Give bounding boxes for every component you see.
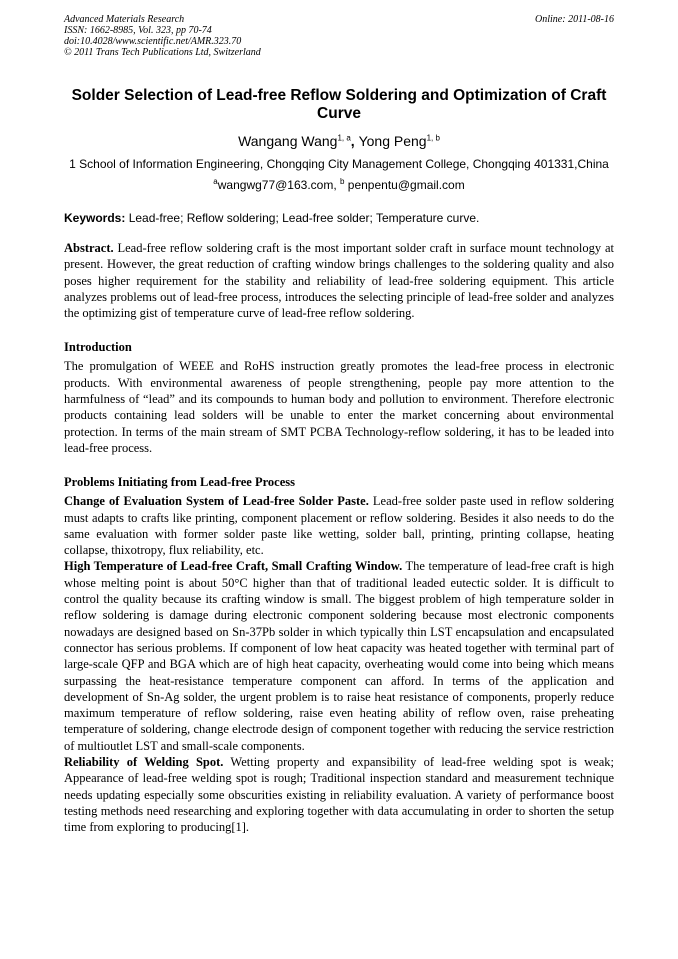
doi-line[interactable]: doi:10.4028/www.scientific.net/AMR.323.70	[64, 36, 242, 47]
paragraph-3-label: Reliability of Welding Spot.	[64, 755, 224, 770]
abstract-text: Lead-free reflow soldering craft is the most important solder craft in surface mount technology at present. However, the great reduction of crafting window brings challenges to the soldering quality and also poses higher requirement for the stability and reliability of lead-free soldering equipment. This article analyzes problems out of lead-free process, introduces the selecting principle of lead-free solder and analyzes the optimizing gist of temperature curve of lead-free reflow soldering.	[64, 241, 614, 321]
journal-header	[64, 14, 614, 58]
paragraph-1-label: Change of Evaluation System of Lead-free Solder Paste.	[64, 494, 369, 509]
introduction-heading: Introduction	[64, 340, 132, 355]
email-a[interactable]: wangwg77@163.com,	[217, 178, 340, 192]
email-b[interactable]: penpentu@gmail.com	[344, 178, 465, 192]
problems-heading: Problems Initiating from Lead-free Process	[64, 475, 295, 490]
affiliation: 1 School of Information Engineering, Chongqing City Management College, Chongqing 401331,China	[69, 157, 609, 171]
problems-paragraph-2	[64, 558, 614, 754]
paragraph-2-text: The temperature of lead-free craft is high whose melting point is about 50°C higher than that of traditional leaded eutectic solder. It is difficult to control the quality because its crafting window is small. The biggest problem of high temperature solder in reflow soldering is damage during electronic component soldering because most electronic components nowadays are designed based on Sn-37Pb solder in which typically thin LST encapsulation and encapsulated connector has serious problems. If component of low heat capacity was heated together with terminal part of large-scale QFP and BGA which are of high heat capacity, overheating would come into being which means surpassing the heat-resistance temperature component can afford. In terms of the application and development of Sn-Ag solder, the urgent problem is to raise heat resistance of components, properly reduce maximum temperature of reflow soldering, raise even heating ability of reflow oven, raise preheating temperature of soldering, change electrode design of component together with reducing the service restriction of multioutlet LST and small-scale components.	[64, 559, 614, 753]
problems-paragraph-3	[64, 754, 614, 835]
keywords-text: Lead-free; Reflow soldering; Lead-free solder; Temperature curve.	[125, 211, 480, 225]
introduction-text: The promulgation of WEEE and RoHS instruction greatly promotes the lead-free process in electronic products. With environmental awareness of people strengthening, people pay more attention to the harmfulness of “lead” and its compounds to human body and pollution to environment. Therefore electronic products containing lead solders will be unable to enter the market concerning about environmental protection. In terms of the main stream of SMT PCBA Technology-reflow soldering, it has to be leaded into lead-free process.	[64, 359, 614, 455]
paragraph-3-text: Wetting property and expansibility of lead-free welding spot is weak; Appearance of lead-free welding spot is rough; Traditional inspection standard and measurement technique needs updating especially some obscurities existing in reliability evaluation. A variety of performance boost testing methods need researching and exploring together with data accumulating in order to shorten the setup time from exploring to producing[1].	[64, 755, 614, 835]
author-2: Yong Peng	[358, 133, 427, 149]
introduction-body	[64, 358, 614, 456]
problems-paragraph-1	[64, 493, 614, 558]
email-line	[64, 178, 614, 193]
issn-line: ISSN: 1662-8985, Vol. 323, pp 70-74	[64, 25, 212, 36]
abstract	[64, 240, 614, 321]
abstract-label: Abstract.	[64, 241, 114, 255]
email-b-marker: b	[340, 177, 345, 186]
copyright-line: © 2011 Trans Tech Publications Ltd, Switzerland	[64, 47, 261, 58]
paragraph-2-label: High Temperature of Lead-free Craft, Small Crafting Window.	[64, 559, 403, 574]
author-1: Wangang Wang	[238, 133, 338, 149]
paper-title: Solder Selection of Lead-free Reflow Soldering and Optimization of Craft Curve	[71, 87, 607, 122]
email-a-marker: a	[213, 177, 218, 186]
author-line	[64, 133, 614, 149]
online-date: Online: 2011-08-16	[535, 14, 614, 25]
paragraph-1-text: Lead-free solder paste used in reflow soldering must adapts to crafts like printing, component placement or reflow soldering. Besides it also needs to do the same evaluation with former solder paste like wetting, solder ball, printing, printing collapse, heating collapse, thixotropy, flux reliability, etc.	[64, 494, 614, 558]
paper-page	[64, 14, 614, 836]
author-separator: ,	[350, 133, 359, 149]
author-2-affil: 1, b	[426, 133, 440, 143]
problems-body	[64, 493, 614, 835]
author-1-affil: 1, a	[337, 133, 351, 143]
journal-name: Advanced Materials Research	[64, 14, 185, 25]
keywords-label: Keywords:	[64, 211, 126, 225]
keywords	[64, 211, 614, 226]
